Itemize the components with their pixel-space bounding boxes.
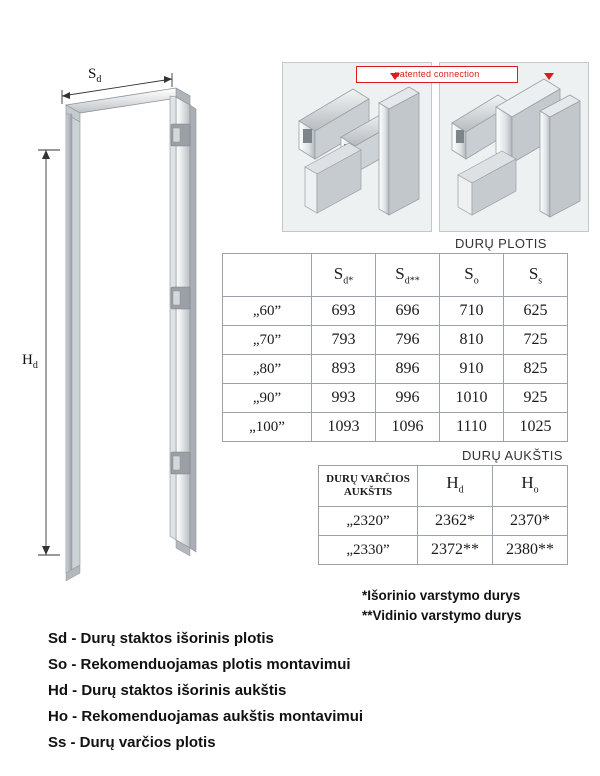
width-row-label: „80”: [223, 355, 312, 384]
width-cell: 910: [440, 355, 504, 384]
table-row: [223, 355, 568, 384]
width-cell: 796: [376, 326, 440, 355]
width-cell: 1110: [440, 413, 504, 442]
dimension-label-sd: [88, 66, 101, 85]
height-header-leaf: DURŲ VARČIOS AUKŠTIS: [319, 466, 418, 507]
legend-item-ss: Ss - Durų varčios plotis: [48, 734, 216, 751]
width-row-label: „90”: [223, 384, 312, 413]
width-cell: 825: [504, 355, 568, 384]
hd-base: H: [22, 352, 33, 368]
width-cell: 1025: [504, 413, 568, 442]
legend-item-sd: Sd - Durų staktos išorinis plotis: [48, 630, 274, 647]
height-cell: 2380**: [493, 536, 568, 565]
width-cell: 693: [312, 297, 376, 326]
width-header-so: $S_o$: [440, 254, 504, 297]
door-height-table: [318, 465, 568, 565]
profile-photo-left-svg: [283, 63, 431, 231]
width-cell: 1010: [440, 384, 504, 413]
width-cell: 1093: [312, 413, 376, 442]
height-row-label: „2330”: [319, 536, 418, 565]
patented-connection-photos: [282, 62, 588, 230]
sd-sub: d: [96, 74, 102, 85]
banner-arrow-right-icon: [544, 73, 554, 80]
door-width-table: [222, 253, 568, 442]
width-header-sd2: $S_{d**}$: [376, 254, 440, 297]
table-row: [223, 413, 568, 442]
width-cell: 725: [504, 326, 568, 355]
width-row-label: „100”: [223, 413, 312, 442]
note-inward-opening: **Vidinio varstymo durys: [362, 608, 522, 623]
sd-base: S: [88, 66, 97, 82]
width-cell: 696: [376, 297, 440, 326]
height-cell: 2372**: [418, 536, 493, 565]
patented-connection-banner: patented connection: [356, 66, 518, 83]
width-header-ss: $S_s$: [504, 254, 568, 297]
profile-photo-left: [282, 62, 432, 232]
table-row: [319, 536, 568, 565]
height-cell: 2370*: [493, 507, 568, 536]
height-header-ho: $H_o$: [493, 466, 568, 507]
note-outward-opening: *Išorinio varstymo durys: [362, 588, 521, 603]
width-cell: 896: [376, 355, 440, 384]
legend-item-ho: Ho - Rekomenduojamas aukštis montavimui: [48, 708, 364, 725]
width-cell: 925: [504, 384, 568, 413]
width-cell: 625: [504, 297, 568, 326]
door-frame-svg: [0, 0, 240, 600]
profile-photo-right-svg: [440, 63, 588, 231]
hd-sub: d: [32, 360, 38, 371]
width-header-blank: [223, 254, 312, 297]
width-table-title: DURŲ PLOTIS: [455, 236, 547, 251]
width-header-sd1: $S_{d*}$: [312, 254, 376, 297]
width-cell: 793: [312, 326, 376, 355]
height-table-header-row: [319, 466, 568, 507]
banner-arrow-left-icon: [390, 73, 400, 80]
door-frame-drawing: [0, 0, 240, 600]
width-cell: 993: [312, 384, 376, 413]
height-header-hd: $H_d$: [418, 466, 493, 507]
height-cell: 2362*: [418, 507, 493, 536]
legend-item-so: So - Rekomenduojamas plotis montavimui: [48, 656, 351, 673]
height-row-label: „2320”: [319, 507, 418, 536]
profile-photo-right: [439, 62, 589, 232]
width-table-header-row: [223, 254, 568, 297]
width-cell: 1096: [376, 413, 440, 442]
width-row-label: „70”: [223, 326, 312, 355]
width-cell: 710: [440, 297, 504, 326]
width-cell: 893: [312, 355, 376, 384]
table-row: [223, 297, 568, 326]
width-row-label: „60”: [223, 297, 312, 326]
width-cell: 996: [376, 384, 440, 413]
table-row: [319, 507, 568, 536]
table-row: [223, 384, 568, 413]
legend: [48, 626, 568, 756]
height-table-title: DURŲ AUKŠTIS: [462, 448, 563, 463]
legend-item-hd: Hd - Durų staktos išorinis aukštis: [48, 682, 287, 699]
dimension-label-hd: [22, 352, 38, 371]
table-row: [223, 326, 568, 355]
width-cell: 810: [440, 326, 504, 355]
